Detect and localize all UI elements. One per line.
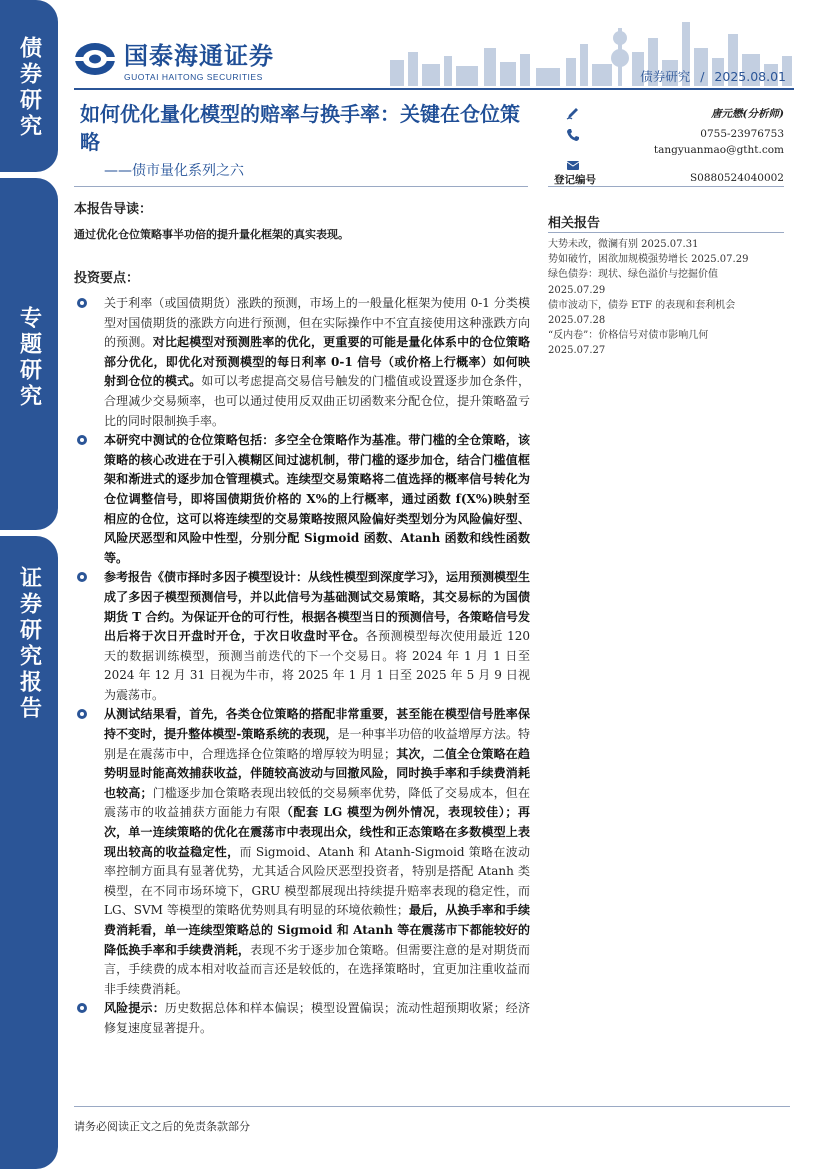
main-content xyxy=(74,198,530,1039)
bullet-icon xyxy=(76,708,88,720)
phone-icon xyxy=(566,128,580,142)
report-date: 2025.08.01 xyxy=(714,69,786,84)
related-report-item[interactable]: 大势未改，微澜有别 2025.07.31 xyxy=(548,239,699,250)
key-point-item xyxy=(74,294,530,431)
side-tab-securities-report xyxy=(0,536,58,1169)
key-points-heading: 投资要点： xyxy=(74,271,140,286)
key-point-item xyxy=(74,705,530,999)
key-point-text: 如可以考虑提高交易信号触发的门槛值或设置逐步加仓条件，合理减少交易频率，也可以通过使用反双曲正切函数来分配仓位，提升策略盈亏比的同时限制换手率。 xyxy=(104,374,530,428)
brand-name-en: GUOTAI HAITONG SECURITIES xyxy=(124,72,263,82)
key-point-item xyxy=(74,431,530,568)
key-point-emphasis: 最后，从换手率和手续费消耗看，单一连续型策略总的 Sigmoid 和 Atanh 等在震荡市下都能较好的降低换手率和手续费消耗， xyxy=(104,903,530,957)
report-title: 如何优化量化模型的赔率与换手率：关键在仓位策略 xyxy=(80,102,520,154)
brand-logo xyxy=(74,36,274,82)
logo-emblem-icon xyxy=(74,42,116,76)
side-tab-bond-research xyxy=(0,0,58,172)
report-category: 债券研究 xyxy=(640,69,691,84)
registration-label: 登记编号 xyxy=(554,174,596,186)
key-point-emphasis: 对比起模型对预测胜率的优化，更重要的可能是量化体系中的仓位策略部分优化，即优化对预测模型的每日利率 0-1 信号（或价格上行概率）如何映射到仓位的模式。 xyxy=(104,335,530,389)
bullet-icon xyxy=(76,1002,88,1014)
author-divider xyxy=(548,186,784,187)
header-meta xyxy=(640,67,786,85)
registration-number: S0880524040002 xyxy=(689,172,784,184)
related-divider xyxy=(548,232,784,233)
author-name: 唐元懋(分析师) xyxy=(711,108,784,120)
side-tab-label: 专题研究 xyxy=(16,306,42,410)
related-report-date: 2025.07.27 xyxy=(548,345,606,357)
author-email-row xyxy=(548,144,784,170)
key-point-emphasis: 参考报告《债市择时多因子模型设计：从线性模型到深度学习》，运用预测模型生成了多因子模型预测信号，并以此信号为基础测试交易策略，其交易标的为国债期货 T 合约。为保证开仓的可行性，根据各模型当日的预测信号，各策略信号发出后将于次日开盘时开仓，于次日收盘时平仓。 xyxy=(104,570,531,644)
related-report-item[interactable]: 绿色债券：现状、绿色溢价与挖掘价值 xyxy=(548,269,718,281)
bullet-icon xyxy=(76,571,88,583)
key-point-text: 门槛逐步加仓策略表现出较低的交易频率优势，降低了交易成本，但在震荡市的收益捕获方面能力有限 xyxy=(104,785,530,820)
key-point-text: 历史数据总体和样本偏误；模型设置偏误；流动性超预期收紧；经济修复速度显著提升。 xyxy=(104,1001,530,1035)
footer-divider xyxy=(74,1106,790,1107)
related-report-item[interactable]: 债市波动下，债券 ETF 的表现和套利机会 xyxy=(548,299,736,311)
header-separator: / xyxy=(700,69,705,84)
side-tab-label: 证券研究报告 xyxy=(16,566,42,722)
key-point-text: 是一种事半功倍的收益增厚方法。特别是在震荡市中，合理选择仓位策略的增厚较为明显； xyxy=(104,727,530,761)
author-name-row xyxy=(548,104,784,126)
key-point-item xyxy=(74,999,530,1038)
key-point-text: 表现不劣于逐步加仓策略。但需要注意的是对期货而言，手续费的成本相对收益而言还是较低的，在选择策略时，宜更加注重收益而非手续费消耗。 xyxy=(104,942,530,996)
side-tab-special-research xyxy=(0,178,58,530)
key-point-item xyxy=(74,568,530,705)
brand-name-cn: 国泰海通证券 xyxy=(124,42,274,70)
key-point-text: 各预测模型每次使用最近 120 天的数据训练模型，预测当前迭代的下一个交易日。将 2024 年 1 月 1 日至 2024 年 12 月 31 日视为牛市，将 2025 年 1 月 1 日至 2025 年 5 月 9 日视为震荡市。 xyxy=(104,629,530,702)
side-tab-label: 债券研究 xyxy=(16,36,42,140)
author-block xyxy=(548,104,784,192)
author-phone: 0755-23976753 xyxy=(700,128,784,140)
disclaimer-note: 请务必阅读正文之后的免责条款部分 xyxy=(74,1120,250,1133)
related-report-item[interactable]: “反内卷”：价格信号对债市影响几何 xyxy=(548,330,709,342)
key-point-emphasis: 本研究中测试的仓位策略包括：多空全仓策略作为基准。带门槛的全仓策略，该策略的核心改进在于引入模糊区间过滤机制，带门槛的逐步加仓，结合门槛值框架和渐进式的逐步加仓管理模式。连续型交易策略将二值选择的概率信号转化为仓位调整信号，即将国债期货价格的 X%的上行概率，通过函数 f(X%)映射至相应的仓位，这可以将连续型的交易策略按照风险偏好类型划分为风险偏好型、风险厌恶型和风险中性型，分别分配 Sigmoid 函数、Atanh 函数和线性函数等。 xyxy=(104,433,530,565)
header-divider xyxy=(74,88,794,90)
key-points-list xyxy=(74,294,530,1039)
key-point-text: 而 Sigmoid、Atanh 和 Atanh-Sigmoid 策略在波动率控制方面具有显著优势，尤其适合风险厌恶型投资者，特别是搭配 Atanh 类模型，在不同市场环境下，GRU 模型都展现出持续提升赔率表现的稳定性，而 LG、SVM 等模型的策略优势则具有明显的环境依赖性； xyxy=(104,844,530,918)
related-report-date: 2025.07.28 xyxy=(548,315,606,327)
bullet-icon xyxy=(76,434,88,446)
author-email[interactable]: tangyuanmao@gtht.com xyxy=(653,144,784,156)
bullet-icon xyxy=(76,297,88,309)
pen-icon xyxy=(566,106,580,120)
key-point-emphasis: 从测试结果看，首先，各类仓位策略的搭配非常重要，甚至能在模型信号胜率保持不变时，提升整体模型-策略系统的表现， xyxy=(104,707,530,742)
title-divider xyxy=(74,186,528,187)
guide-heading: 本报告导读： xyxy=(74,202,153,217)
related-reports-heading: 相关报告 xyxy=(548,216,601,231)
key-point-emphasis: 风险提示： xyxy=(104,1001,165,1016)
report-subtitle: ——债市量化系列之六 xyxy=(104,163,244,179)
key-point-emphasis: （配套 LG 模型为例外情况，表现较佳）；再次，单一连续策略的优化在震荡市中表现出众，线性和正态策略在多数模型上表现出较高的收益稳定性， xyxy=(104,805,530,859)
related-report-item[interactable]: 势如破竹，困欲加规模强势增长 2025.07.29 xyxy=(548,254,749,266)
author-reg-row xyxy=(548,170,784,192)
related-report-date: 2025.07.29 xyxy=(548,284,606,296)
guide-text: 通过优化仓位策略事半功倍的提升量化框架的真实表现。 xyxy=(74,228,349,241)
key-point-text: 关于利率（或国债期货）涨跌的预测，市场上的一般量化框架为使用 0-1 分类模型对国债期货的涨跌方向进行预测，但在实际操作中不宜直接使用这种涨跌方向的预测。 xyxy=(104,296,530,350)
key-point-emphasis: 其次，二值全仓策略在趋势明显时能高效捕获收益，伴随较高波动与回撤风险，同时换手率和手续费消耗也较高； xyxy=(104,746,530,800)
related-reports-list xyxy=(548,237,788,359)
